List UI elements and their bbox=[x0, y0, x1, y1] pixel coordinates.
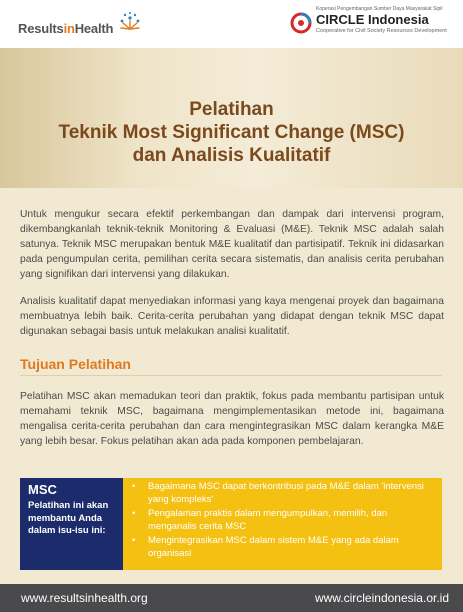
page-title bbox=[0, 98, 463, 167]
title-line-1: Pelatihan bbox=[189, 99, 274, 120]
list-item: • Pengalaman praktis dalam mengumpulkan, memilih, dan menganalis cerita MSC bbox=[132, 508, 388, 532]
bullet-icon: • bbox=[132, 535, 136, 546]
bullet-icon: • bbox=[132, 508, 136, 519]
circle-tagline: Cooperative for Civil Society Resources Development bbox=[316, 28, 447, 34]
msc-callout bbox=[20, 478, 442, 570]
footer bbox=[0, 584, 463, 612]
header bbox=[0, 0, 463, 48]
circleindonesia-link[interactable]: www.circleindonesia.or.id bbox=[314, 591, 449, 605]
results-in-health-wordmark: ResultsinHealth bbox=[18, 21, 114, 36]
list-item: • Mengintegrasikan MSC dalam sistem M&E yang ada dalam organisasi bbox=[132, 535, 399, 559]
msc-title: MSC bbox=[28, 482, 57, 497]
title-line-2: Teknik Most Significant Change (MSC) bbox=[58, 122, 405, 143]
bullet-icon: • bbox=[132, 481, 136, 492]
circle-indonesia-logo[interactable] bbox=[290, 6, 450, 42]
results-in-health-logo[interactable] bbox=[18, 10, 158, 40]
list-item: • Bagaimana MSC dapat berkontribusi pada M&E dalam 'intervensi yang kompleks' bbox=[132, 481, 424, 505]
intro-paragraph: Untuk mengukur secara efektif perkembangan dan dampak dari intervensi program, dikembangkanlah teknik-teknik Monitoring & Evaluasi (M&E). Teknik MSC adalah salah satunya. Teknik MSC merupakan bentuk M&E kualitatif dan partisipatif. Teknik ini didasarkan pada pengumpulan cerita, pemilihan cerita secara sistematis, dan analisis cerita perubahan yang signifikan dari intervensi yang dilakukan. bbox=[20, 209, 444, 280]
title-line-3: dan Analisis Kualitatif bbox=[132, 145, 331, 166]
msc-list bbox=[130, 481, 436, 562]
burst-icon bbox=[118, 10, 142, 30]
msc-label-panel bbox=[20, 478, 123, 570]
msc-subtitle: Pelatihan ini akan membantu Anda dalam isu-isu ini: bbox=[28, 500, 109, 536]
analysis-paragraph: Analisis kualitatif dapat menyediakan informasi yang kaya mengenai proyek dan bagaimana membuatnya lebih baik. Cerita-cerita perubahan yang didapat dengan teknik MSC dapat digunakan sebagai basis untuk melakukan analisi kualitatif. bbox=[20, 296, 444, 337]
resultsinhealth-link[interactable]: www.resultsinhealth.org bbox=[21, 591, 148, 605]
circle-name: CIRCLE Indonesia bbox=[316, 12, 429, 27]
circle-mark-icon bbox=[290, 12, 312, 34]
circle-small-text: Koperasi Pengembangan Sumber Daya Masyarakat Sipil bbox=[316, 6, 443, 12]
objectives-paragraph: Pelatihan MSC akan memadukan teori dan praktik, fokus pada membantu partisipan untuk memahami teknik MSC, bagaimana mengimplementasikan metode ini, bagaimana mengalisa cerita-cerita perubahan dan cara mengintegrasikan MSC dalam kerangka M&E yang lebih besar. Fokus pelatihan akan ada pada komponen pembelajaran. bbox=[20, 391, 444, 447]
section-title: Tujuan Pelatihan bbox=[20, 356, 131, 372]
section-divider bbox=[20, 375, 442, 376]
